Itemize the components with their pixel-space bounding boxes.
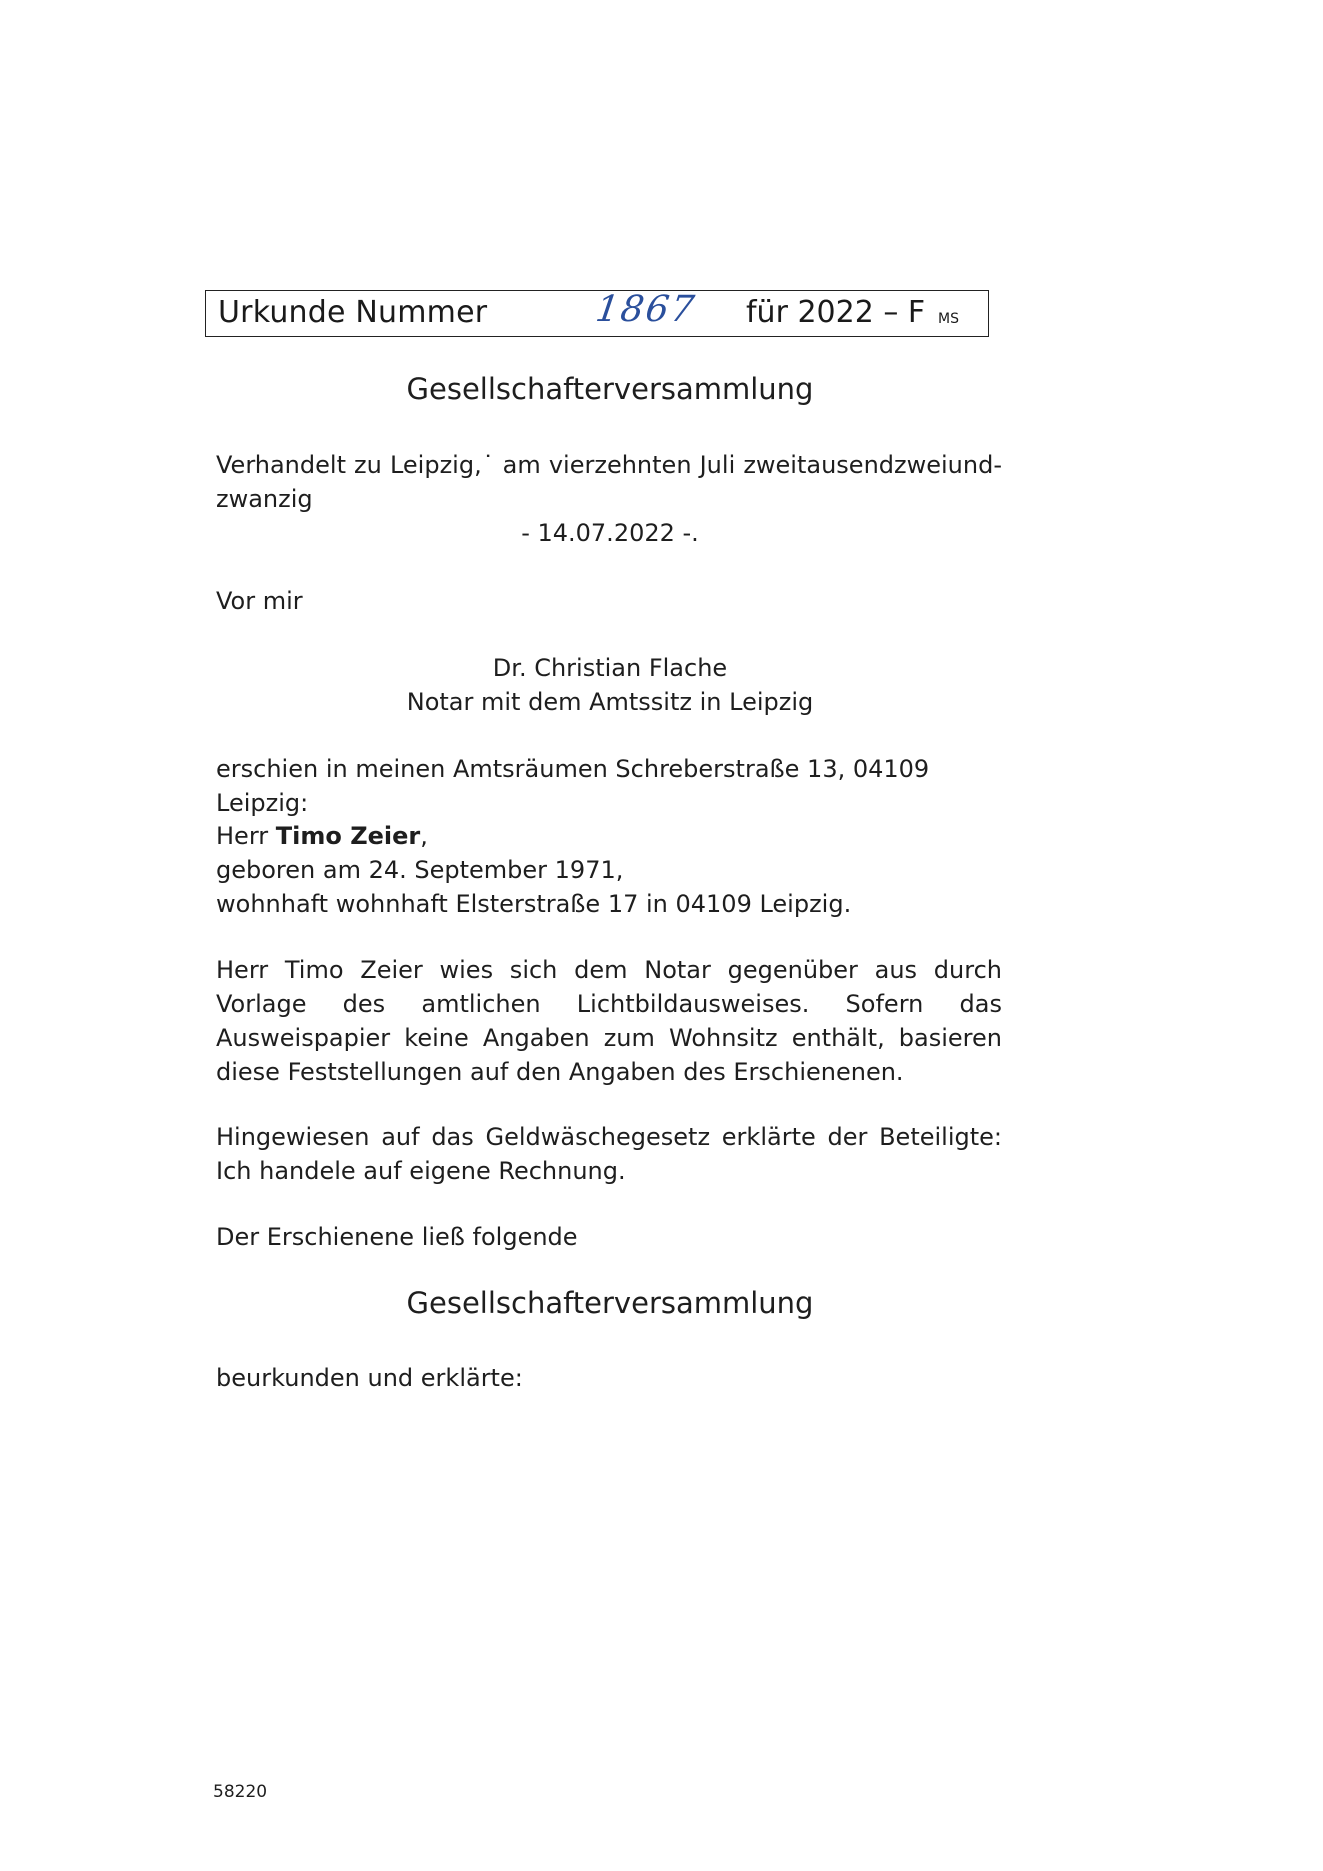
person-name-line [216,819,1002,853]
verhandelt-line-2: zwanzig [216,485,313,513]
identification-paragraph: Herr Timo Zeier wies sich dem Notar gegenüber aus durch Vorlage des amtlichen Lichtbildausweises. Sofern das Ausweispapier keine Angaben zum Wohnsitz enthält, basieren diese Feststellungen auf den Angaben des Erschienenen. [216,956,1002,1086]
folgende-text: Der Erschienene ließ folgende [216,1223,578,1251]
person-prefix: Herr [216,822,276,850]
document-title: Gesellschafterversammlung [406,372,814,406]
verhandelt-paragraph [216,448,1002,516]
document-number-label: Urkunde Nummer [218,295,488,330]
footer-document-code: 58220 [213,1782,268,1802]
document-year: für 2022 – F [746,295,926,330]
beurkunden-text: beurkunden und erklärte: [216,1364,523,1392]
verhandelt-line-1: Verhandelt zu Leipzig,˙ am vierzehnten Juli zweitausendzweiund- [216,451,1002,479]
person-address: wohnhaft wohnhaft Elsterstraße 17 in 04109 Leipzig. [216,890,852,918]
verhandelt-date: - 14.07.2022 -. [521,519,699,547]
erschien-text: erschien in meinen Amtsräumen Schreberstraße 13, 04109 Leipzig: [216,755,930,817]
person-block [216,819,1002,921]
person-name: Timo Zeier [275,822,421,850]
gwg-paragraph: Hingewiesen auf das Geldwäschegesetz erklärte der Beteiligte: Ich handele auf eigene Rechnung. [216,1123,1002,1185]
person-birth: geboren am 24. September 1971, [216,856,624,884]
handwritten-document-number: 1867 [593,289,699,330]
person-suffix: , [420,822,428,850]
section-title: Gesellschafterversammlung [406,1286,814,1320]
notary-name: Dr. Christian Flache [492,654,728,682]
notary-office: Notar mit dem Amtssitz in Leipzig [406,688,814,716]
document-number-box [205,290,989,337]
vor-mir-text: Vor mir [216,587,303,615]
clerk-initials: MS [938,311,959,327]
